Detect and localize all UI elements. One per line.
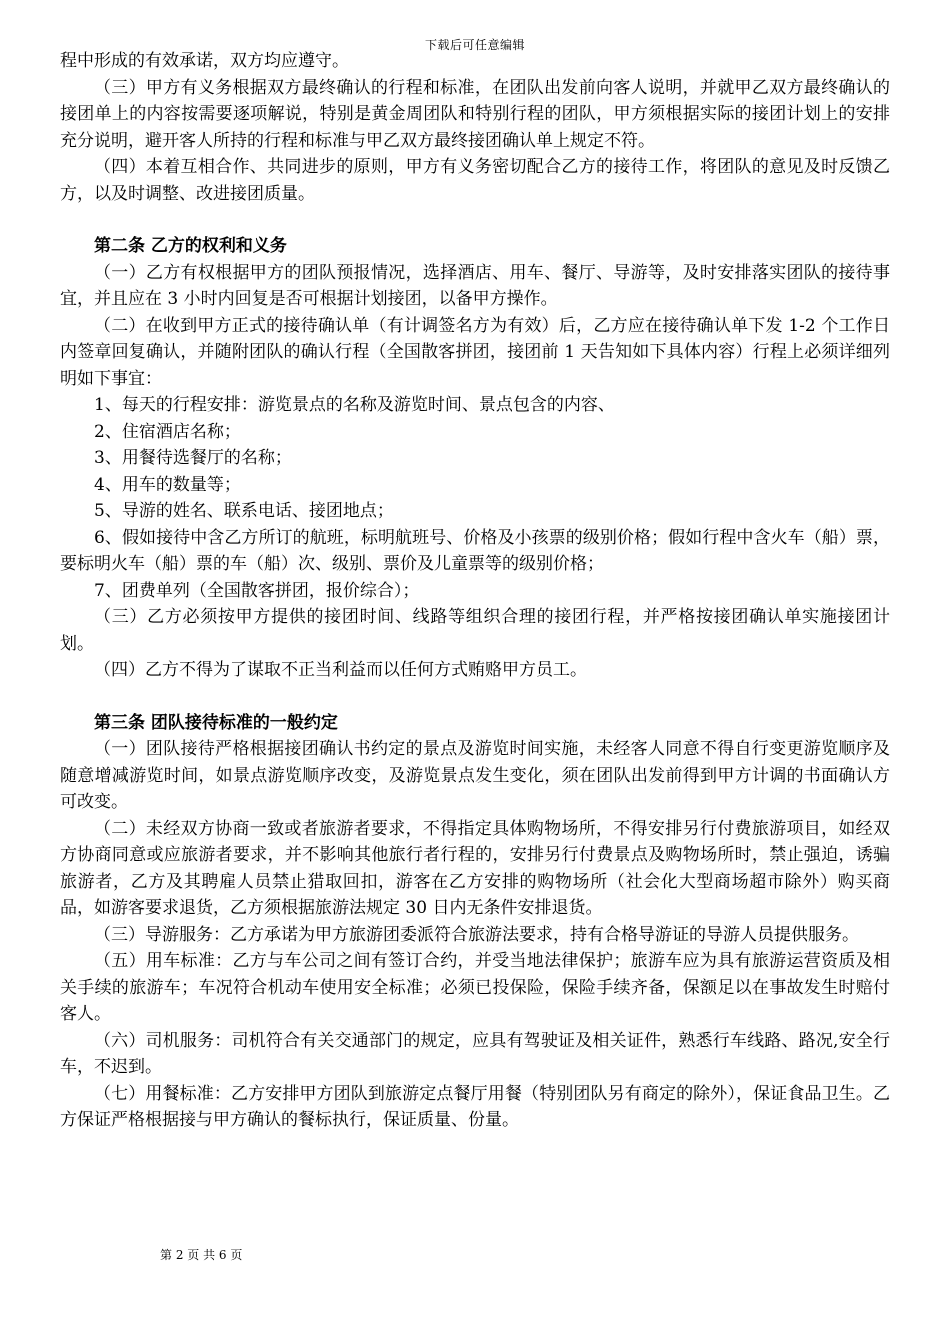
list-item: 1、每天的行程安排：游览景点的名称及游览时间、景点包含的内容、: [94, 395, 615, 415]
paragraph: （五）用车标准：乙方与车公司之间有签订合约，并受当地法律保护；旅游车应为具有旅游运营资质及相关手续的旅游车；车况符合机动车使用安全标准；必须已投保险，保险手续齐备，保额足以在事故发生时赔付客人。: [60, 951, 890, 1024]
paragraph: （一）团队接待严格根据接团确认书约定的景点及游览时间实施，未经客人同意不得自行变更游览顺序及随意增减游览时间，如景点游览顺序改变，及游览景点发生变化，须在团队出发前得到甲方计调的书面确认方可改变。: [60, 739, 890, 812]
page-header: 下载后可任意编辑: [424, 38, 525, 52]
list-item: 2、住宿酒店名称；: [94, 421, 241, 442]
document-body: [60, 48, 890, 1134]
list-item: 5、导游的姓名、联系电话、接团地点；: [94, 501, 394, 521]
paragraph: （一）乙方有权根据甲方的团队预报情况，选择酒店、用车、餐厅、导游等，及时安排落实团队的接待事宜，并且应在 3 小时内回复是否可根据计划接团，以备甲方操作。: [60, 262, 890, 309]
section-heading: 第三条 团队接待标准的一般约定: [94, 712, 338, 733]
paragraph: （四）乙方不得为了谋取不正当利益而以任何方式贿赂甲方员工。: [94, 660, 587, 680]
paragraph: （二）未经双方协商一致或者旅游者要求，不得指定具体购物场所，不得安排另行付费旅游项目，如经双方协商同意或应旅游者要求，并不影响其他旅行者行程的，安排另行付费景点及购物场所时，禁止强迫，诱骗旅游者，乙方及其聘雇人员禁止猎取回扣，游客在乙方安排的购物场所（社会化大型商场超市除外）购买商品，如游客要求退货，乙方须根据旅游法规定 30 日内无条件安排退货。: [60, 818, 890, 918]
paragraph: 程中形成的有效承诺，双方均应遵守。: [60, 51, 349, 71]
page-footer: 第 2 页 共 6 页: [160, 1248, 243, 1262]
paragraph: （三）乙方必须按甲方提供的接团时间、线路等组织合理的接团行程，并严格按接团确认单实施接团计划。: [60, 607, 890, 654]
list-item: 4、用车的数量等；: [94, 474, 241, 495]
paragraph: （七）用餐标准：乙方安排甲方团队到旅游定点餐厅用餐（特别团队另有商定的除外），保证食品卫生。乙方保证严格根据接与甲方确认的餐标执行，保证质量、份量。: [60, 1083, 890, 1130]
paragraph: （六）司机服务：司机符合有关交通部门的规定，应具有驾驶证及相关证件，熟悉行车线路、路况,安全行车，不迟到。: [60, 1030, 890, 1077]
section-heading: 第二条 乙方的权利和义务: [94, 236, 287, 256]
paragraph: （二）在收到甲方正式的接待确认单（有计调签名方为有效）后，乙方应在接待确认单下发 1-2 个工作日内签章回复确认，并随附团队的确认行程（全国散客拼团，接团前 1 天告知如下具体内容）行程上必须详细列明如下事宜：: [60, 315, 890, 389]
list-item: 6、假如接待中含乙方所订的航班，标明航班号、价格及小孩票的级别价格；假如行程中含火车（船）票，要标明火车（船）票的车（船）次、级别、票价及儿童票等的级别价格；: [60, 527, 890, 574]
paragraph: （四）本着互相合作、共同进步的原则，甲方有义务密切配合乙方的接待工作，将团队的意见及时反馈乙方，以及时调整、改进接团质量。: [60, 157, 890, 204]
list-item: 3、用餐待选餐厅的名称；: [94, 448, 292, 468]
list-item: 7、团费单列（全国散客拼团，报价综合）；: [94, 580, 420, 601]
paragraph: （三）导游服务：乙方承诺为甲方旅游团委派符合旅游法要求，持有合格导游证的导游人员提供服务。: [94, 924, 859, 945]
paragraph: （三）甲方有义务根据双方最终确认的行程和标准，在团队出发前向客人说明，并就甲乙双方最终确认的接团单上的内容按需要逐项解说，特别是黄金周团队和特别行程的团队，甲方须根据实际的接团计划上的安排充分说明，避开客人所持的行程和标准与甲乙双方最终接团确认单上规定不符。: [60, 77, 890, 151]
